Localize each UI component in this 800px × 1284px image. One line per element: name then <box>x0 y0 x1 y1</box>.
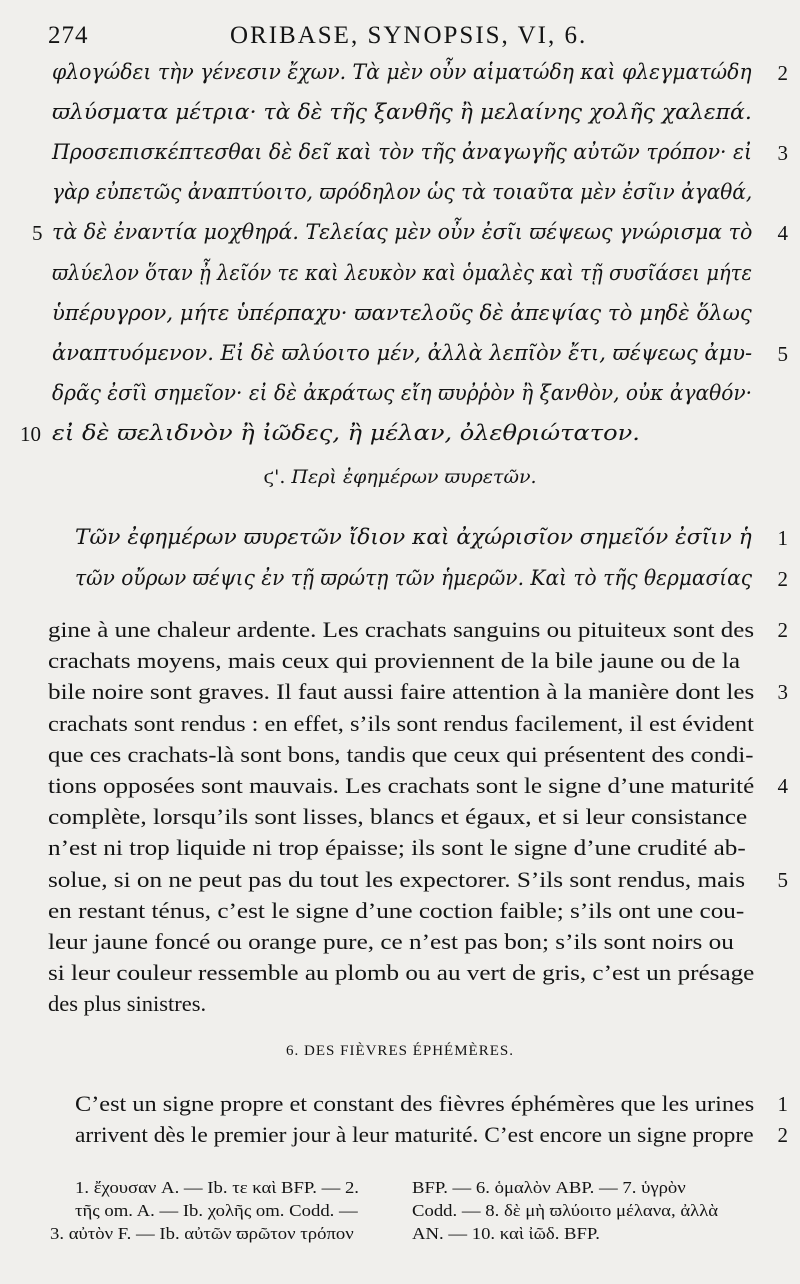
line-text: δρᾶς ἐσῖὶ σημεῖον· εἰ δὲ ἀκράτως εἴη ϖυῤῥὸν ἢ ξανθὸν, οὐκ ἀγαθόν· <box>52 380 753 406</box>
margin-number: 2 <box>777 1123 788 1147</box>
text-line <box>0 802 800 832</box>
text-line <box>0 419 800 449</box>
greek-section-title: Περὶ ἐφημέρων ϖυρετῶν. <box>291 466 537 488</box>
line-text: ὑπέρυγρον, μήτε ὑπέρπαχυ· ϖαντελοῦς δὲ ἀπεψίας τὸ μηδὲ ὅλως <box>52 300 752 326</box>
text-line <box>0 523 800 553</box>
running-head: ORIBASE, SYNOPSIS, VI, 6. <box>230 22 588 49</box>
text-line <box>0 958 800 988</box>
text-line <box>0 927 800 957</box>
text-line <box>0 564 800 594</box>
margin-number: 1 <box>777 526 788 550</box>
line-text: complète, lorsqu’ils sont lisses, blancs et égaux, et si leur consistance <box>48 804 748 830</box>
line-text: C’est un signe propre et constant des fièvres éphémères que les urines <box>75 1091 755 1116</box>
text-line <box>0 299 800 329</box>
footnote-line: BFP. — 6. ὁμαλὸν ABP. — 7. ὑγρὸν <box>412 1178 686 1197</box>
text-line <box>0 379 800 409</box>
text-line <box>0 865 800 895</box>
margin-number: 1 <box>777 1092 788 1116</box>
footnote-line: Codd. — 8. δὲ μὴ ϖλύοιτο μέλανα, ἀλλὰ <box>412 1201 719 1220</box>
footnote-line: 3. αὐτὸν F. — Ib. αὐτῶν ϖρῶτον τρόπον <box>50 1224 354 1243</box>
line-text: tions opposées sont mauvais. Les crachats sont le signe d’une maturité <box>48 773 755 798</box>
text-line <box>0 896 800 926</box>
footnote-line: 1. ἔχουσαν A. — Ib. τε καὶ BFP. — 2. <box>75 1178 359 1197</box>
text-line <box>0 677 800 707</box>
margin-number: 5 <box>777 341 788 366</box>
text-line <box>0 740 800 770</box>
line-text: τὰ δὲ ἐναντία μοχθηρά. Τελείας μὲν οὖν ἐσῖι ϖέψεως γνώρισμα τὸ <box>52 220 753 246</box>
text-line <box>0 218 800 248</box>
line-text: gine à une chaleur ardente. Les crachats sanguins ou pituiteux sont des <box>48 617 755 642</box>
line-text: arrivent dès le premier jour à leur maturité. C’est encore un signe propre <box>75 1122 754 1147</box>
text-line <box>0 771 800 801</box>
text-line <box>0 646 800 676</box>
line-text: εἰ δὲ ϖελιδνὸν ἢ ἰῶδες, ἢ μέλαν, ὀλεθριώτατον. <box>52 420 640 446</box>
line-text: des plus sinistres. <box>48 991 207 1017</box>
line-text: crachats sont rendus : en effet, s’ils sont rendus facilement, il est évident <box>48 710 754 736</box>
line-text: τῶν οὔρων ϖέψις ἐν τῇ ϖρώτῃ τῶν ἡμερῶν. Καὶ τὸ τῆς θερμασίας <box>75 566 753 591</box>
line-text: γὰρ εὐπετῶς ἀναπτύοιτο, ϖρόδηλον ὡς τὰ τοιαῦτα μὲν ἐσῖιν ἀγαθά, <box>52 180 753 206</box>
margin-number: 2 <box>777 61 788 85</box>
line-text: n’est ni trop liquide ni trop épaisse; ils sont le signe d’une crudité ab- <box>48 835 746 861</box>
margin-number: 4 <box>777 221 788 246</box>
margin-number: 5 <box>777 867 788 892</box>
line-text: φλογώδει τὴν γένεσιν ἔχων. Τὰ μὲν οὖν αἱματώδη καὶ φλεγματώδη <box>52 60 752 85</box>
text-line <box>0 1120 800 1150</box>
footnote-line: AN. — 10. καὶ ἰῶδ. BFP. <box>412 1224 600 1243</box>
line-text: crachats moyens, mais ceux qui proviennent de la bile jaune ou de la <box>48 648 741 674</box>
margin-number: 3 <box>777 141 788 166</box>
page-number: 274 <box>48 22 89 49</box>
text-line <box>0 98 800 128</box>
text-line <box>0 1089 800 1119</box>
footnote-line: τῆς om. A. — Ib. χολῆς om. Codd. — <box>75 1201 358 1220</box>
text-line <box>0 833 800 863</box>
line-number: 10 <box>20 421 41 446</box>
line-text: leur jaune foncé ou orange pure, ce n’est pas bon; s’ils sont noirs ou <box>48 929 734 954</box>
line-text: si leur couleur ressemble au plomb ou au vert de gris, c’est un présage <box>48 960 755 986</box>
text-line <box>0 989 800 1019</box>
text-line <box>0 709 800 739</box>
line-text: ϖλύελον ὅταν ᾖ λεῖόν τε καὶ λευκὸν καὶ ὁμαλὲς καὶ τῇ συσῖάσει μήτε <box>52 260 752 286</box>
text-line <box>0 178 800 208</box>
text-line <box>0 339 800 369</box>
line-text: Τῶν ἐφημέρων ϖυρετῶν ἴδιον καὶ ἀχώρισῖον σημεῖόν ἐσῖιν ἡ <box>75 525 752 550</box>
text-line <box>0 259 800 289</box>
line-text: que ces crachats-là sont bons, tandis que ceux qui présentent des condi- <box>48 741 754 767</box>
margin-number: 2 <box>777 567 788 591</box>
line-text: solue, si on ne peut pas du tout les expectorer. S’ils sont rendus, mais <box>48 866 746 892</box>
greek-section-heading <box>0 466 800 488</box>
margin-number: 3 <box>777 680 788 705</box>
text-line <box>0 138 800 168</box>
line-text: Προσεπισκέπτεσθαι δὲ δεῖ καὶ τὸν τῆς ἀναγωγῆς αὐτῶν τρόπον· εἰ <box>52 140 752 166</box>
page-header <box>0 16 800 52</box>
line-text: ἀναπτυόμενον. Εἰ δὲ ϖλύοιτο μέν, ἀλλὰ λεπῖὸν ἔτι, ϖέψεως ἀμυ- <box>52 340 753 366</box>
text-line <box>0 58 800 88</box>
line-text: bile noire sont graves. Il faut aussi faire attention à la manière dont les <box>48 679 755 705</box>
greek-section-number: ϛ'. <box>263 466 286 488</box>
margin-number: 2 <box>777 618 788 642</box>
text-line <box>0 615 800 645</box>
line-number: 5 <box>32 221 43 246</box>
line-text: ϖλύσματα μέτρια· τὰ δὲ τῆς ξανθῆς ἢ μελαίνης χολῆς χαλεπά. <box>52 100 752 126</box>
french-section-heading: 6. DES FIÈVRES ÉPHÉMÈRES. <box>286 1043 514 1059</box>
margin-number: 4 <box>777 774 788 798</box>
line-text: en restant ténus, c’est le signe d’une coction faible; s’ils ont une cou- <box>48 897 745 923</box>
